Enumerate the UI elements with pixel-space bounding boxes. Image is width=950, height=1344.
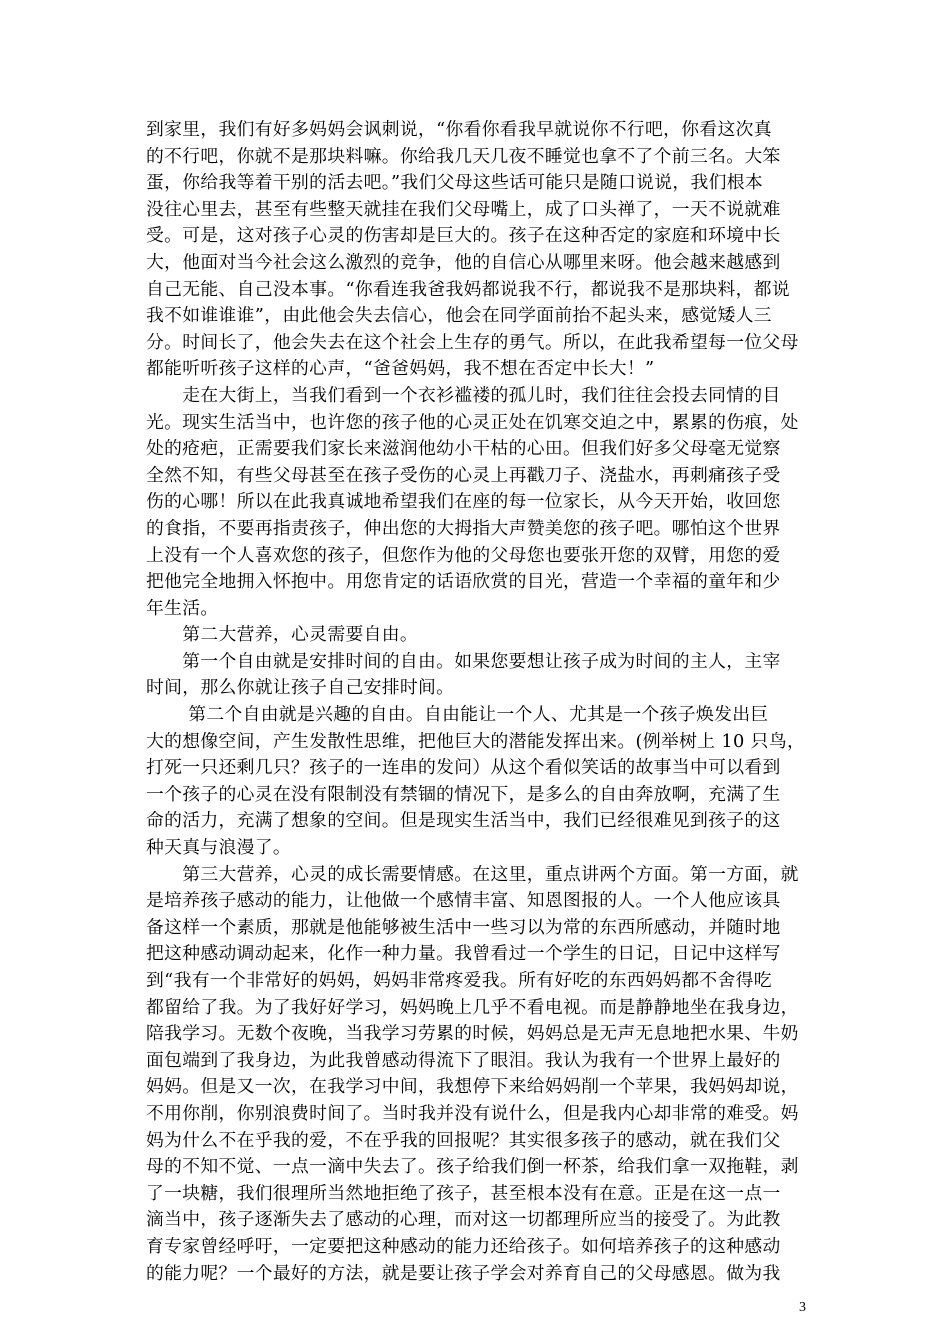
text-line: 滴当中，孩子逐渐失去了感动的心理，而对这一切都理所应当的接受了。为此教 — [146, 1209, 781, 1231]
text-line: 我不如谁谁谁”，由此他会失去信心，他会在同学面前抬不起头来，感觉矮人三 — [146, 305, 772, 327]
text-line: 一个孩子的心灵在没有限制没有禁锢的情况下，是多么的自由奔放啊，充满了生 — [146, 783, 781, 805]
text-line: 了一块糖，我们很理所当然地拒绝了孩子，甚至根本没有在意。正是在这一点一 — [146, 1182, 781, 1204]
text-line: 陪我学习。无数个夜晚，当我学习劳累的时候，妈妈总是无声无息地把水果、牛奶 — [146, 1023, 799, 1045]
text-line: 都留给了我。为了我好好学习，妈妈晚上几乎不看电视。而是静静地坐在我身边， — [146, 996, 799, 1018]
text-line: 都能听听孩子这样的心声，“爸爸妈妈，我不想在否定中长大！” — [146, 358, 655, 380]
text-line: 备这样一个素质，那就是他能够被生活中一些习以为常的东西所感动，并随时地 — [146, 916, 781, 938]
text-line: 命的活力，充满了想象的空间。但是现实生活当中，我们已经很难见到孩子的这 — [146, 810, 781, 832]
text-line: 妈为什么不在乎我的爱，不在乎我的回报呢？其实很多孩子的感动，就在我们父 — [146, 1129, 781, 1151]
text-line: 把这种感动调动起来，化作一种力量。我曾看过一个学生的日记，日记中这样写 — [146, 943, 781, 965]
text-line: 大的想像空间，产生发散性思维，把他巨大的潜能发挥出来。(例举树上 10 只鸟， — [146, 730, 806, 752]
text-line: 处的疮疤，正需要我们家长来滋润他幼小干枯的心田。但我们好多父母毫无觉察 — [146, 438, 781, 460]
text-line: 时间，那么你就让孩子自己安排时间。 — [146, 677, 455, 699]
text-line: 蛋，你给我等着干别的活去吧。”我们父母这些话可能只是随口说说，我们根本 — [146, 172, 764, 194]
text-line: 伤的心哪！所以在此我真诚地希望我们在座的每一位家长，从今天开始，收回您 — [146, 491, 781, 513]
text-line: 的不行吧，你就不是那块料嘛。你给我几天几夜不睡觉也拿不了个前三名。大笨 — [146, 145, 781, 167]
text-line: 打死一只还剩几只？孩子的一连串的发问）从这个看似笑话的故事当中可以看到 — [146, 757, 781, 779]
text-line: 第二大营养，心灵需要自由。 — [146, 624, 418, 646]
text-line: 第三大营养，心灵的成长需要情感。在这里，重点讲两个方面。第一方面，就 — [146, 863, 799, 885]
page-number: 3 — [799, 1300, 806, 1315]
text-line: 上没有一个人喜欢您的孩子，但您作为他的父母您也要张开您的双臂，用您的爱 — [146, 544, 781, 566]
text-line: 的能力呢？一个最好的方法，就是要让孩子学会对养育自己的父母感恩。做为我 — [146, 1262, 781, 1284]
text-line: 大，他面对当今社会这么激烈的竞争，他的自信心从哪里来呀。他会越来越感到 — [146, 251, 781, 273]
text-line: 到“我有一个非常好的妈妈，妈妈非常疼爱我。所有好吃的东西妈妈都不舍得吃 — [146, 970, 772, 991]
text-line: 分。时间长了，他会失去在这个社会上生存的勇气。所以，在此我希望每一位父母 — [146, 331, 799, 353]
text-line: 年生活。 — [146, 597, 219, 619]
text-line: 把他完全地拥入怀抱中。用您肯定的话语欣赏的目光，营造一个幸福的童年和少 — [146, 571, 781, 593]
text-line: 种天真与浪漫了。 — [146, 837, 292, 859]
text-line: 没往心里去，甚至有些整天就挂在我们父母嘴上，成了口头禅了，一天不说就难 — [146, 198, 781, 220]
text-line: 的食指，不要再指责孩子，伸出您的大拇指大声赞美您的孩子吧。哪怕这个世界 — [146, 517, 781, 539]
text-line: 受。可是，这对孩子心灵的伤害却是巨大的。孩子在这种否定的家庭和环境中长 — [146, 225, 781, 247]
text-line: 育专家曾经呼吁，一定要把这种感动的能力还给孩子。如何培养孩子的这种感动 — [146, 1235, 781, 1257]
text-line: 到家里，我们有好多妈妈会讽刺说，“你看你看我早就说你不行吧，你看这次真 — [146, 119, 772, 140]
text-line: 全然不知，有些父母甚至在孩子受伤的心灵上再戳刀子、浇盐水，再刺痛孩子受 — [146, 464, 781, 486]
text-line: 面包端到了我身边，为此我曾感动得流下了眼泪。我认为我有一个世界上最好的 — [146, 1049, 781, 1071]
text-line: 第一个自由就是安排时间的自由。如果您要想让孩子成为时间的主人，主宰 — [146, 650, 781, 672]
text-line: 母的不知不觉、一点一滴中失去了。孩子给我们倒一杯茶，给我们拿一双拖鞋，剥 — [146, 1156, 799, 1178]
text-line: 自己无能、自己没本事。“你看连我爸我妈都说我不行，都说我不是那块料，都说 — [146, 278, 791, 300]
text-line: 不用你削，你别浪费时间了。当时我并没有说什么，但是我内心却非常的难受。妈 — [146, 1102, 799, 1124]
body-text — [146, 117, 810, 1287]
text-line: 妈妈。但是又一次，在我学习中间，我想停下来给妈妈削一个苹果，我妈妈却说， — [146, 1076, 799, 1098]
text-line: 光。现实生活当中，也许您的孩子他的心灵正处在饥寒交迫之中，累累的伤痕，处 — [146, 411, 799, 433]
text-line: 第二个自由就是兴趣的自由。自由能让一个人、尤其是一个孩子焕发出巨 — [146, 704, 769, 726]
text-line: 走在大街上，当我们看到一个衣衫褴褛的孤儿时，我们往往会投去同情的目 — [146, 384, 781, 406]
text-line: 是培养孩子感动的能力，让他做一个感情丰富、知恩图报的人。一个人他应该具 — [146, 890, 781, 912]
